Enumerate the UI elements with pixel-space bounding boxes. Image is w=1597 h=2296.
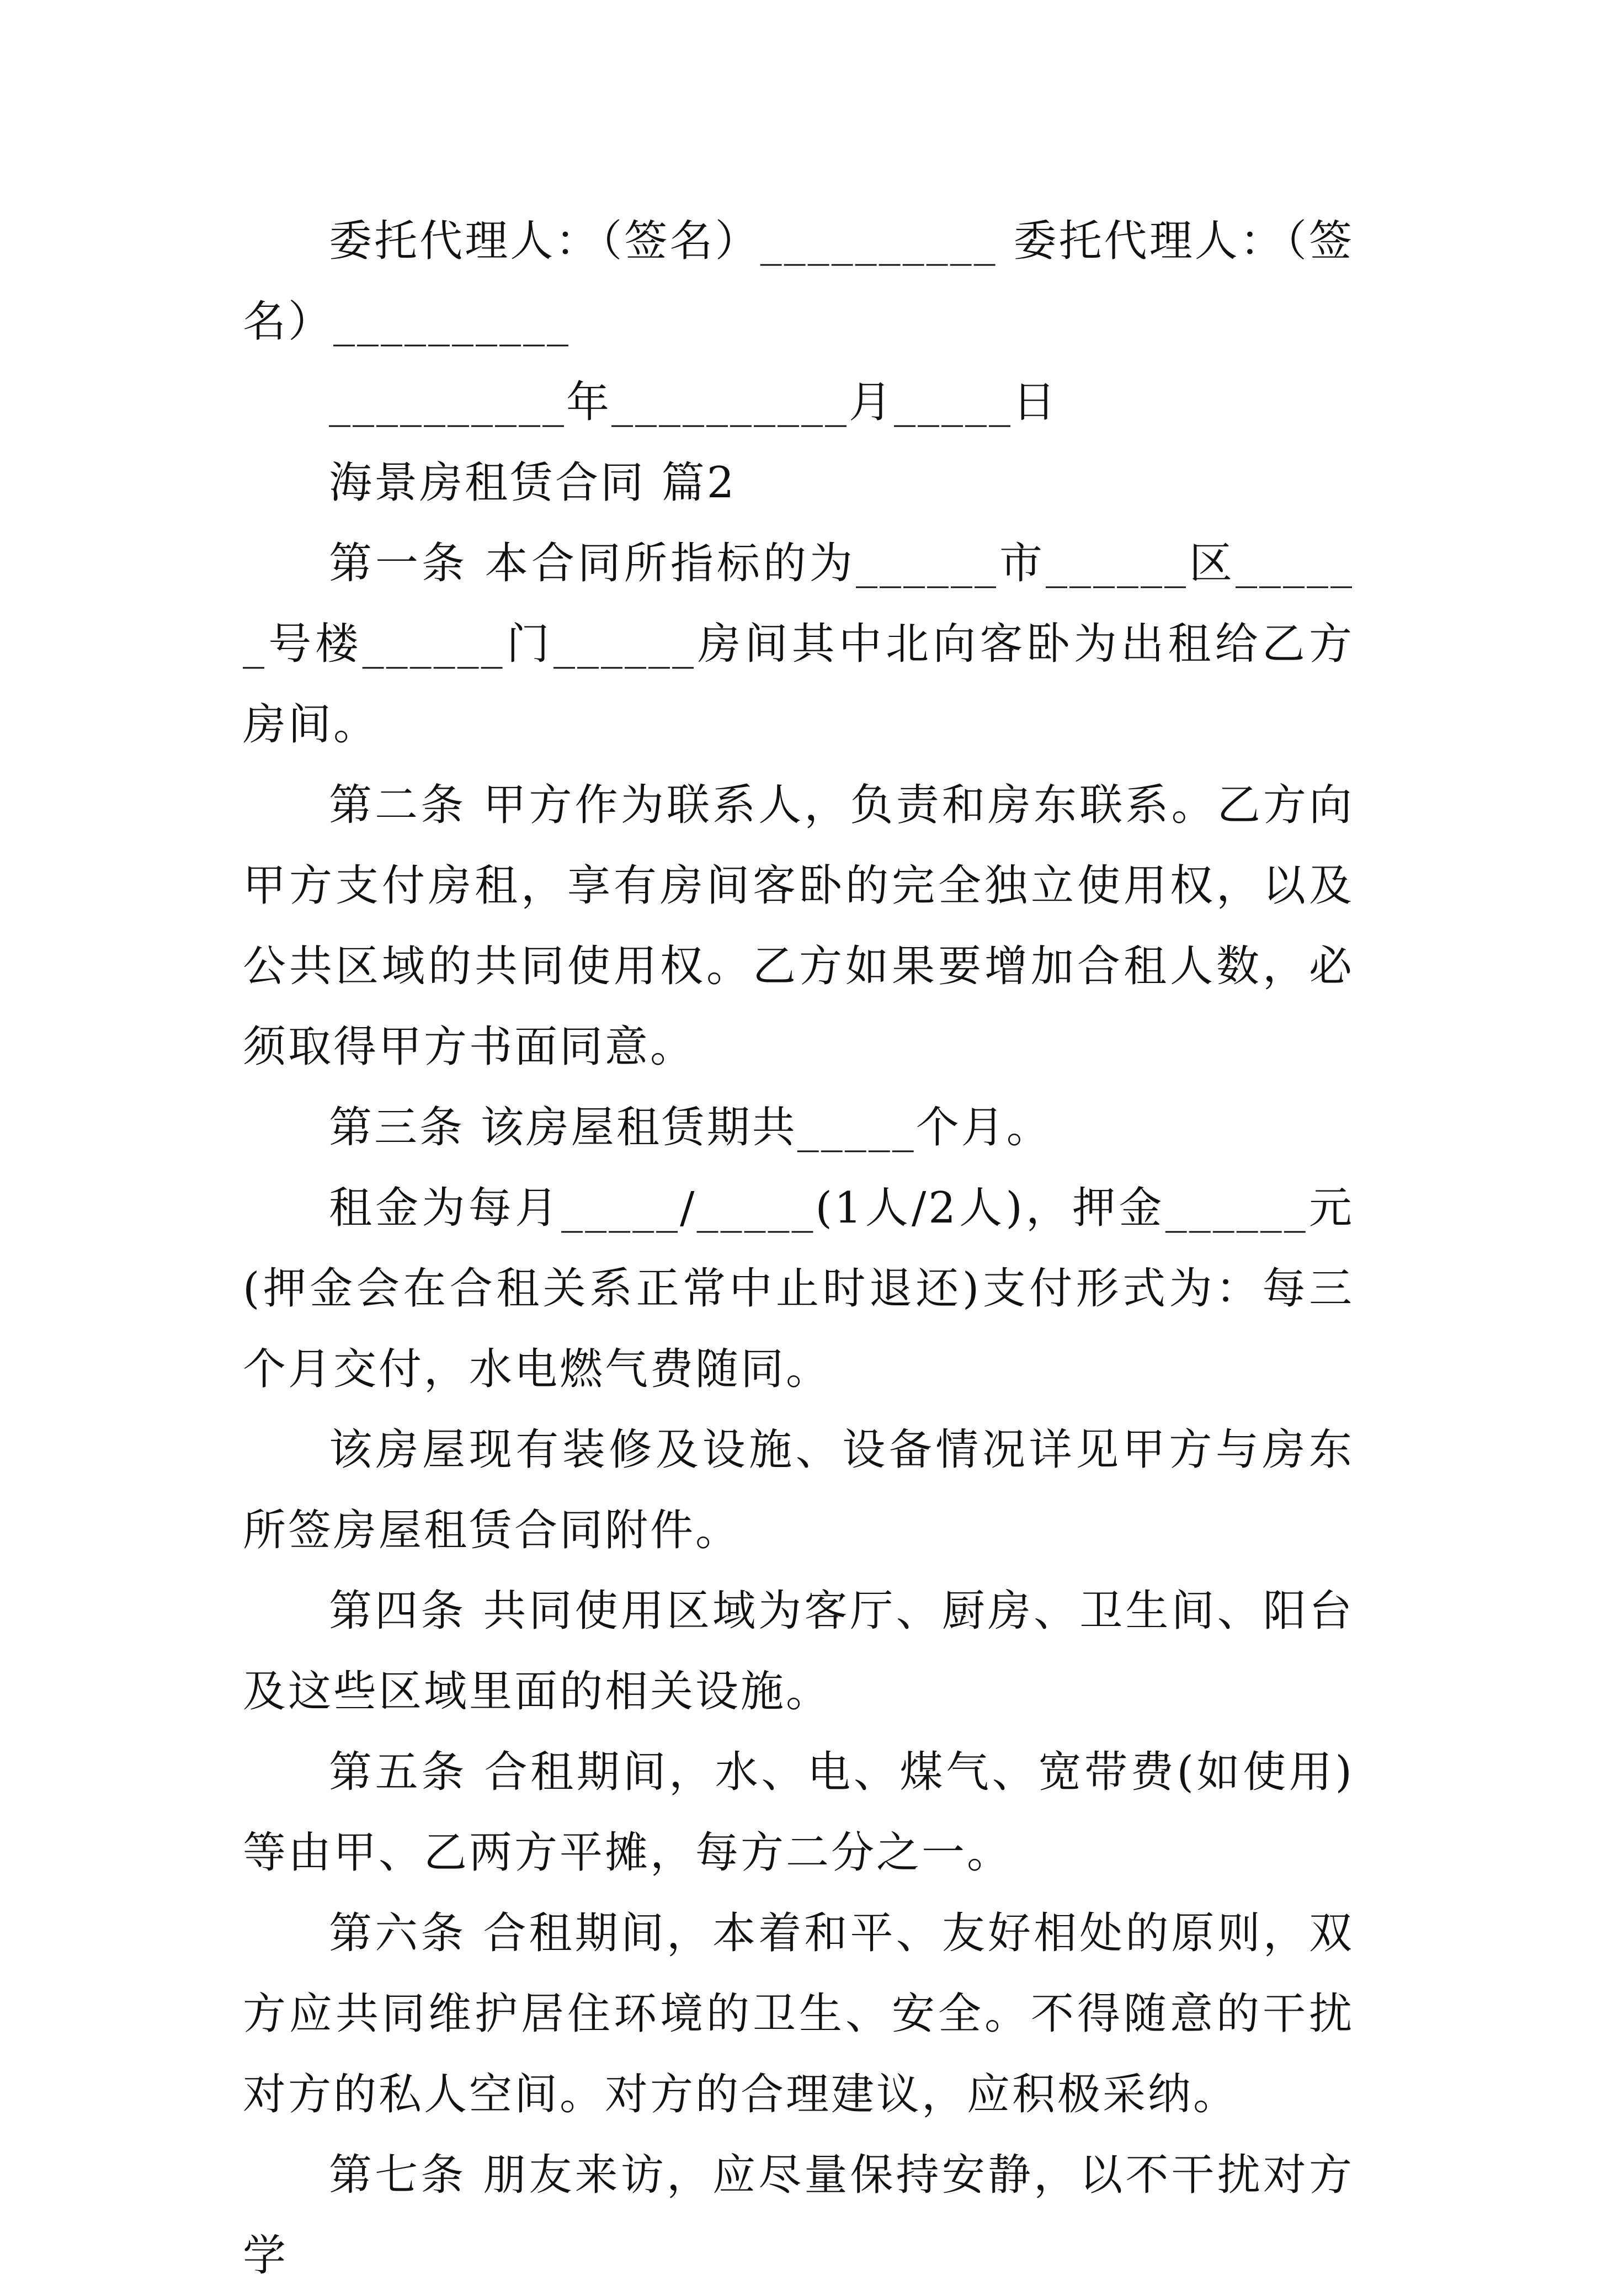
document-body [243,201,1354,2296]
furnishing-clause: 该房屋现有装修及设施、设备情况详见甲方与房东所签房屋租赁合同附件。 [243,1425,1354,1555]
article-6: 第六条 合租期间，本着和平、友好相处的原则，双方应共同维护居住环境的卫生、安全。不得随意的干扰对方的私人空间。对方的合理建议，应积极采纳。 [243,1909,1354,2119]
article-4: 第四条 共同使用区域为客厅、厨房、卫生间、阳台及这些区域里面的相关设施。 [243,1586,1354,1716]
article-5: 第五条 合租期间，水、电、煤气、宽带费(如使用)等由甲、乙两方平摊，每方二分之一。 [243,1747,1354,1878]
section-heading: 海景房租赁合同 篇2 [329,458,737,508]
article-3: 第三条 该房屋租赁期共_____个月。 [329,1103,1052,1152]
article-7: 第七条 朋友来访，应尽量保持安静，以不干扰对方学 [243,2150,1354,2281]
date-line: __________年__________月_____日 [329,378,1058,427]
agent-signature-line: 委托代理人：（签名）__________ 委托代理人：（签名）__________ [243,216,1354,347]
article-2: 第二条 甲方作为联系人，负责和房东联系。乙方向甲方支付房租，享有房间客卧的完全独立使用权，以及公共区域的共同使用权。乙方如果要增加合租人数，必须取得甲方书面同意。 [243,780,1354,1072]
article-1: 第一条 本合同所指标的为______市______区______号楼______门______房间其中北向客卧为出租给乙方房间。 [243,539,1354,750]
rent-clause: 租金为每月_____/_____(1人/2人)，押金______元(押金会在合租关系正常中止时退还)支付形式为：每三个月交付，水电燃气费随同。 [243,1183,1354,1394]
